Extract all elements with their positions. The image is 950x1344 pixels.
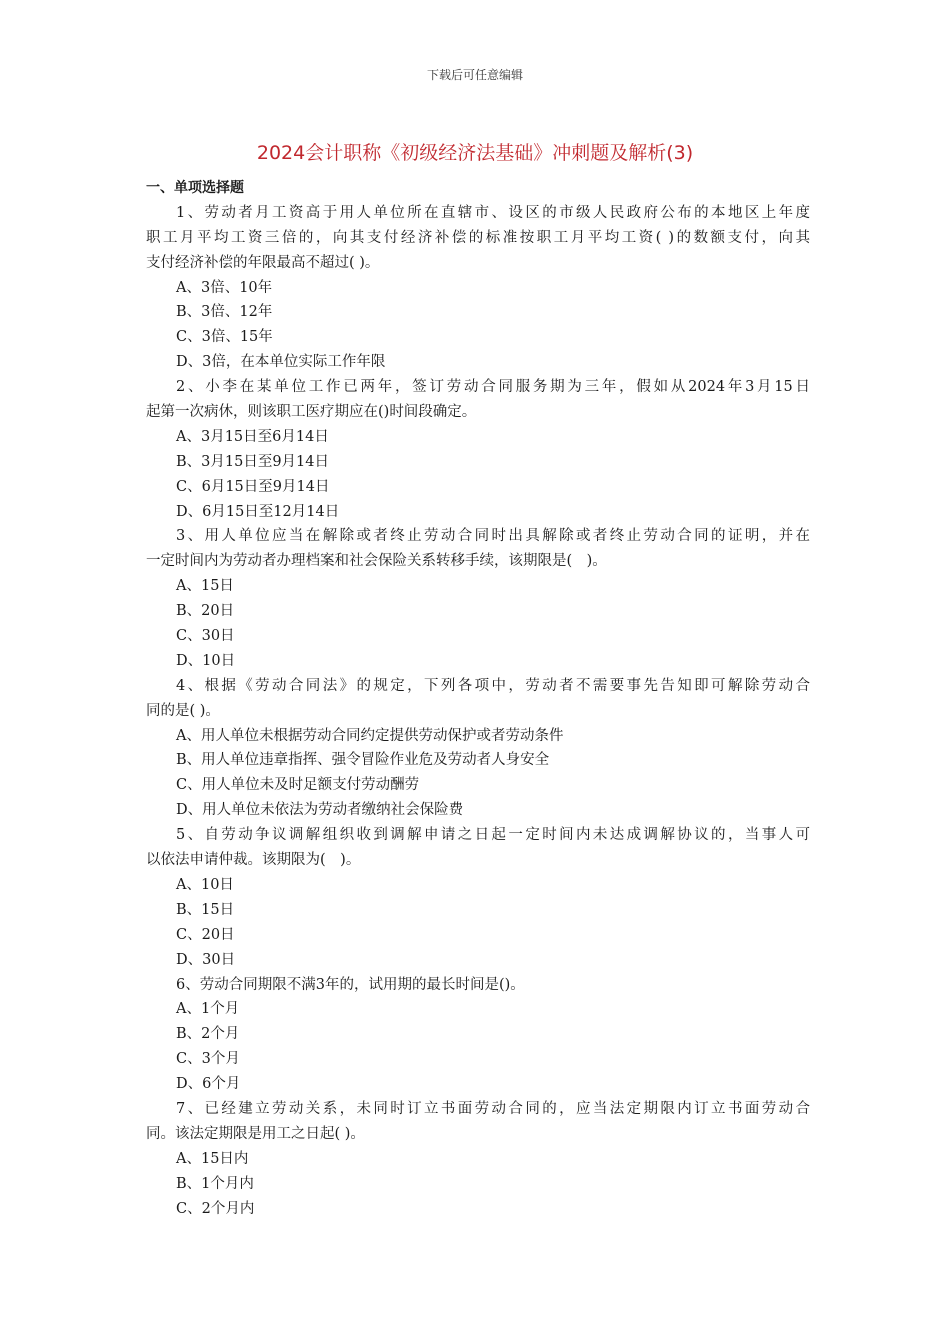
text-line: 起第一次病休，则该职工医疗期应在()时间段确定。 xyxy=(146,404,477,421)
text-line: D、30日 xyxy=(176,951,236,968)
text-line: B、20日 xyxy=(176,603,235,620)
text-line: 支付经济补偿的年限最高不超过( )。 xyxy=(146,254,380,271)
document-body xyxy=(146,176,810,1221)
text-line: C、20日 xyxy=(176,926,235,943)
text-line: 同。该法定期限是用工之日起( )。 xyxy=(146,1125,365,1142)
text-line: B、3月15日至9月14日 xyxy=(176,453,330,470)
text-line: D、6月15日至12月14日 xyxy=(176,503,340,520)
text-line: 2、小李在某单位工作已两年，签订劳动合同服务期为三年，假如从2024年3月15日 xyxy=(176,379,810,396)
text-line: 3、用人单位应当在解除或者终止劳动合同时出具解除或者终止劳动合同的证明，并在 xyxy=(176,528,810,545)
text-line: 7、已经建立劳动关系，未同时订立书面劳动合同的，应当法定期限内订立书面劳动合 xyxy=(176,1100,810,1117)
text-line: A、1个月 xyxy=(176,1001,240,1018)
text-line: A、10日 xyxy=(176,876,234,893)
text-line: 6、劳动合同期限不满3年的，试用期的最长时间是()。 xyxy=(176,976,525,993)
text-line: D、10日 xyxy=(176,652,236,669)
text-line: C、2个月内 xyxy=(176,1200,255,1217)
text-line: B、3倍、12年 xyxy=(176,304,273,321)
text-line: A、15日 xyxy=(176,578,234,595)
text-line: C、6月15日至9月14日 xyxy=(176,478,330,495)
text-line: A、3倍、10年 xyxy=(176,279,273,296)
header-note: 下载后可任意编辑 xyxy=(426,68,523,82)
text-line: 以依法申请仲裁。该期限为( )。 xyxy=(146,852,361,869)
text-line: B、2个月 xyxy=(176,1026,240,1043)
text-line: B、15日 xyxy=(176,901,235,918)
text-line: 一定时间内为劳动者办理档案和社会保险关系转移手续，该期限是( )。 xyxy=(146,553,607,570)
text-line: B、1个月内 xyxy=(176,1175,254,1192)
text-line: B、用人单位违章指挥、强令冒险作业危及劳动者人身安全 xyxy=(176,752,550,769)
text-line: 5、自劳动争议调解组织收到调解申请之日起一定时间内未达成调解协议的，当事人可 xyxy=(176,827,810,844)
text-line: C、用人单位未及时足额支付劳动酬劳 xyxy=(176,777,420,794)
text-line: 同的是( )。 xyxy=(146,702,220,719)
text-line: 1、劳动者月工资高于用人单位所在直辖市、设区的市级人民政府公布的本地区上年度 xyxy=(176,204,810,221)
text-line: A、15日内 xyxy=(176,1150,249,1167)
text-line: D、3倍，在本单位实际工作年限 xyxy=(176,354,386,371)
text-line: A、3月15日至6月14日 xyxy=(176,428,329,445)
text-line: D、6个月 xyxy=(176,1076,241,1093)
text-line: 4、根据《劳动合同法》的规定，下列各项中，劳动者不需要事先告知即可解除劳动合 xyxy=(176,677,810,694)
text-line: C、3倍、15年 xyxy=(176,329,273,346)
document-title: 2024会计职称《初级经济法基础》冲刺题及解析(3) xyxy=(256,142,694,164)
text-line: D、用人单位未依法为劳动者缴纳社会保险费 xyxy=(176,802,464,819)
text-line: 职工月平均工资三倍的，向其支付经济补偿的标准按职工月平均工资( )的数额支付，向其 xyxy=(146,229,810,246)
section-heading: 一、单项选择题 xyxy=(146,180,244,196)
text-line: C、30日 xyxy=(176,628,235,645)
text-line: C、3个月 xyxy=(176,1051,240,1068)
text-line: A、用人单位未根据劳动合同约定提供劳动保护或者劳动条件 xyxy=(176,727,564,744)
